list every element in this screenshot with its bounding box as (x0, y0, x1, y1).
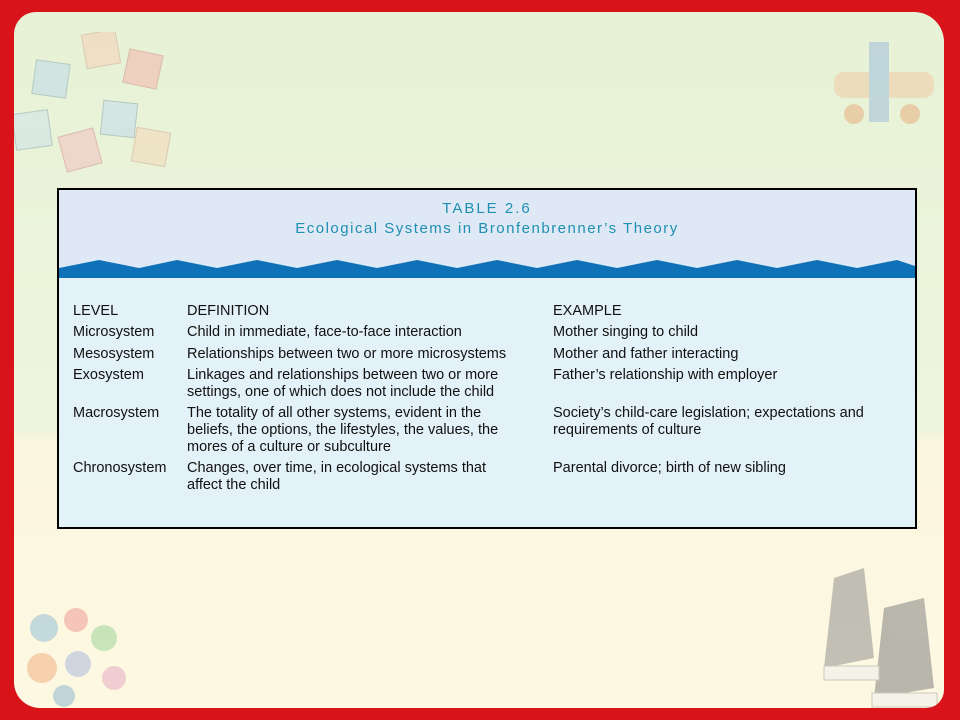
marbles-image (14, 598, 164, 708)
row-definition-line: beliefs, the options, the lifestyles, the values, the (187, 422, 499, 438)
ecological-systems-table (57, 188, 917, 529)
row-definition-line: mores of a culture or subculture (187, 439, 391, 455)
row-definition-line: affect the child (187, 477, 281, 493)
table-number: TABLE 2.6 (442, 200, 532, 217)
row-level: Chronosystem (73, 460, 167, 476)
alphabet-blocks-image (14, 32, 214, 192)
wave-divider (59, 256, 915, 278)
table-header-band (59, 190, 915, 266)
row-definition-line: The totality of all other systems, evident in the (187, 405, 482, 421)
row-definition-line: settings, one of which does not include the child (187, 384, 495, 400)
header-level: LEVEL (73, 303, 119, 319)
row-level: Macrosystem (73, 405, 160, 421)
row-example-line: Parental divorce; birth of new sibling (553, 460, 786, 476)
row-example-line: Mother singing to child (553, 324, 699, 340)
row-example-line: requirements of culture (553, 422, 702, 438)
row-example-line: Mother and father interacting (553, 346, 739, 362)
toy-plane-image (824, 32, 944, 142)
row-example-line: Father’s relationship with employer (553, 367, 778, 383)
table-title: Ecological Systems in Bronfenbrenner’s Theory (295, 220, 679, 237)
header-example: EXAMPLE (553, 303, 622, 319)
row-level: Exosystem (73, 367, 144, 383)
row-definition-line: Child in immediate, face-to-face interaction (187, 324, 462, 340)
row-definition-line: Changes, over time, in ecological systems that (187, 460, 486, 476)
row-definition-line: Relationships between two or more microsystems (187, 346, 507, 362)
sneakers-image (814, 558, 944, 708)
header-definition: DEFINITION (187, 303, 270, 319)
row-definition-line: Linkages and relationships between two or more (187, 367, 499, 383)
row-level: Microsystem (73, 324, 155, 340)
row-example-line: Society’s child-care legislation; expectations and (553, 405, 864, 421)
row-level: Mesosystem (73, 346, 155, 362)
